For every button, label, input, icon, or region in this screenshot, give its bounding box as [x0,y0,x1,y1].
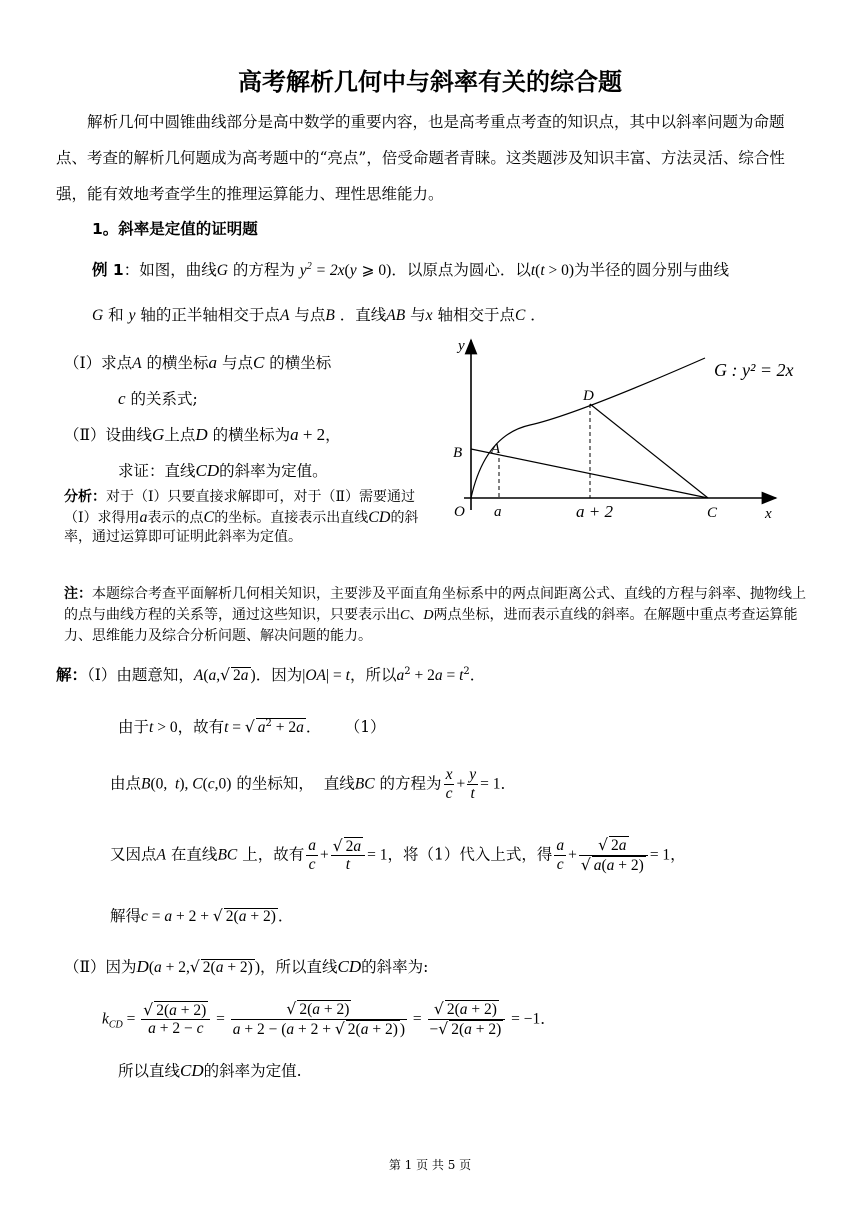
solution-line-4: 又因点A 在直线BC 上，故有 $\frac{a}{c}$ + $\frac{√ 2a}{t}$ = 1，将（1）代入上式，得 $\frac{a}{c}$ + $\frac{√ 2a}{√ a(a + 2)}$ = 1， [110,836,686,874]
page-footer: 第 1 页 共 5 页 [388,1158,472,1172]
note-text: 注：本题综合考查平面解析几何相关知识，主要涉及平面直角坐标系中的两点间距离公式、直线的方程与斜率、抛物线上的点与曲线方程的关系等，通过这些知识，只要表示出C、D两点坐标，进而表示直线的斜率。在解题中重点考查运算能力、思维能力及综合分析问题、解决问题的能力。 [64,586,806,644]
solution-line-2: 由于t > 0，故有t = √ $a^2 + 2a$ ． （1） [118,718,386,737]
tick-a-label: a [494,504,502,520]
solution-line-1: 解：（Ⅰ）由题意知，A(a,√ 2a )．因为|OA| = t，所以$a^2 + 2a = t^2$． [56,666,486,685]
example-label: 例 1 [92,261,124,280]
slope-formula: $k_{CD}$ = $\frac{√ 2(a + 2)}{a + 2 - c}$ = $\frac{√ 2(a + 2)}{a + 2 - (a + 2 + √ 2(a + 2) )}$ = $\frac{√ 2(a + 2)}{-√ 2(a + 2)}$ = −1． [102,1000,556,1038]
tick-a2-label: a + 2 [576,502,613,521]
solution-line-6: （Ⅱ）因为D(a + 2,√ 2(a + 2) )，所以直线CD的斜率为: [64,957,429,976]
x-axis-label: x [765,506,772,522]
question-1: （Ⅰ）求点A 的横坐标a 与点C 的横坐标 [64,353,332,372]
point-B-label: B [453,445,463,461]
solution-conclusion: 所以直线CD的斜率为定值. [118,1061,302,1080]
solution-line-3: 由点B(0, t), C(c,0) 的坐标知， 直线BC 的方程为 $\frac{x}{c}$ + $\frac{y}{t}$ = 1． [110,766,516,802]
question-1-cont: c 的关系式; [118,389,198,408]
page-title: 高考解析几何中与斜率有关的综合题 [238,68,622,96]
question-2: （Ⅱ）设曲线G上点D 的横坐标为a + 2， [64,425,341,444]
tick-C-label: C [707,505,718,521]
intro-paragraph: 解析几何中圆锥曲线部分是高中数学的重要内容，也是高考重点考查的知识点，其中以斜率问题为命题点、考查的解析几何题成为高考题中的“亮点”，倍受命题者青睐。这类题涉及知识丰富、方法灵活、综合性强，能有效地考查学生的推理运算能力、理性思维能力。 [56,113,785,203]
parabola-curve [471,358,705,498]
parabola-figure [440,330,810,530]
line-DC [590,404,708,498]
example-line-2: G 和 y 轴的正半轴相交于点A 与点B ．直线AB 与x 轴相交于点C ． [92,306,546,324]
solution-line-5: 解得c = a + 2 + √ 2(a + 2) ． [110,907,294,925]
analysis-text: 分析：对于（Ⅰ）只要直接求解即可，对于（Ⅱ）需要通过（Ⅰ）求得用a表示的点C的坐标。直接表示出直线CD的斜率，通过运算即可证明此斜率为定值。 [64,489,419,546]
curve-label: G : y² = 2x [714,360,794,380]
y-axis-label: y [458,338,465,354]
question-2-cont: 求证：直线CD的斜率为定值。 [118,461,328,480]
origin-label: O [454,504,465,520]
point-A-label: A [491,441,501,457]
example-line-1: 例 1：如图，曲线G 的方程为 $y^2 = 2x(y$ ⩾ 0)．以原点为圆心．以t(t > 0)为半径的圆分别与曲线 [92,261,730,280]
section-heading: 1。斜率是定值的证明题 [92,220,258,238]
point-D-label: D [583,388,594,404]
